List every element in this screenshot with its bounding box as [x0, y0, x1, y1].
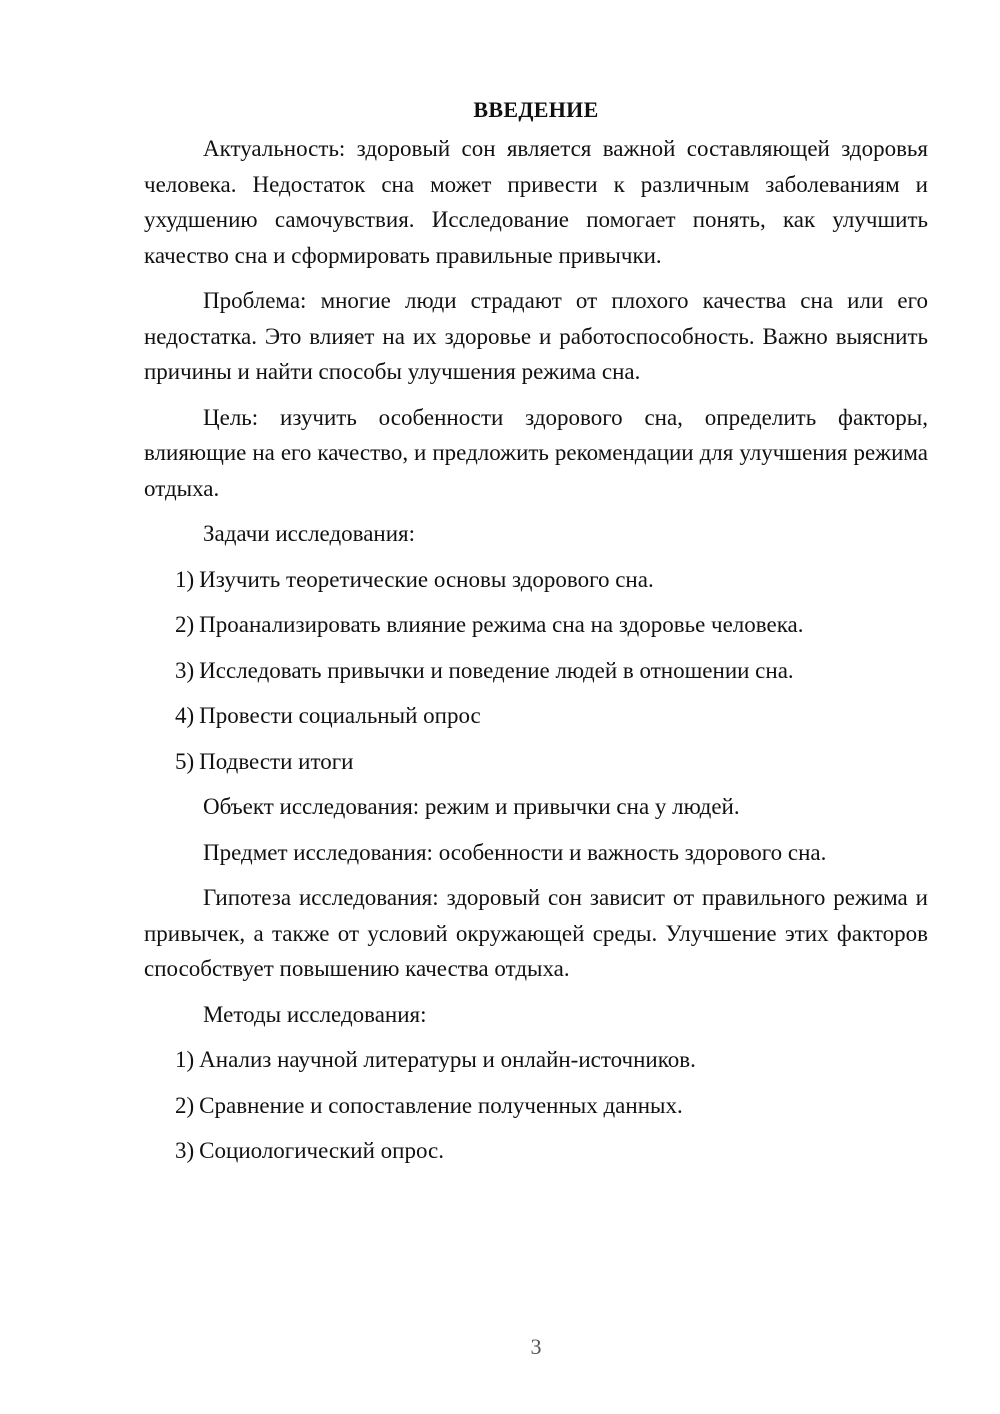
list-item-number: 5) [175, 748, 195, 774]
list-item [144, 607, 928, 643]
list-item [144, 653, 928, 689]
paragraph-goal: Цель: изучить особенности здорового сна, определить факторы, влияющие на его качество, и предложить рекомендации для улучшения режима отдыха. [144, 404, 928, 501]
list-item [144, 562, 928, 598]
paragraph-relevance: Актуальность: здоровый сон является важной составляющей здоровья человека. Недостаток сна может привести к различным заболеваниям и ухудшению самочувствия. Исследование помогает понять, как улучшить качество сна и сформировать правильные привычки. [144, 136, 928, 268]
paragraph-object: Объект исследования: режим и привычки сна у людей. [203, 794, 740, 819]
section-title: ВВЕДЕНИЕ [473, 97, 599, 122]
list-item-text: Социологический опрос. [199, 1138, 444, 1163]
list-item [144, 1088, 928, 1124]
list-item-number: 3) [175, 657, 195, 683]
list-item-number: 3) [175, 1138, 195, 1163]
list-item-text: Сравнение и сопоставление полученных данных. [199, 1092, 683, 1118]
page-number: 3 [530, 1334, 542, 1359]
list-item-text: Изучить теоретические основы здорового сна. [199, 566, 654, 592]
list-item-text: Проанализировать влияние режима сна на здоровье человека. [199, 612, 804, 637]
paragraph-hypothesis: Гипотеза исследования: здоровый сон зависит от правильного режима и привычек, а также от условий окружающей среды. Улучшение этих факторов способствует повышению качества отдыха. [144, 885, 928, 981]
list-item-text: Подвести итоги [199, 748, 354, 774]
list-item-number: 1) [175, 566, 195, 592]
methods-heading: Методы исследования: [203, 1001, 427, 1027]
list-item-text: Провести социальный опрос [199, 703, 481, 728]
list-item-number: 2) [175, 612, 195, 637]
list-item-number: 1) [175, 1047, 195, 1072]
list-item-text: Анализ научной литературы и онлайн-источников. [199, 1047, 696, 1072]
list-item-number: 2) [175, 1092, 195, 1118]
paragraph-problem: Проблема: многие люди страдают от плохого качества сна или его недостатка. Это влияет на их здоровье и работоспособность. Важно выяснить причины и найти способы улучшения режима сна. [144, 288, 928, 384]
tasks-list [144, 562, 928, 780]
list-item [144, 698, 928, 734]
page-content [144, 92, 928, 1179]
methods-list [144, 1042, 928, 1169]
list-item [144, 1042, 928, 1078]
list-item-text: Исследовать привычки и поведение людей в отношении сна. [199, 657, 794, 683]
list-item [144, 744, 928, 780]
list-item [144, 1133, 928, 1169]
tasks-heading: Задачи исследования: [203, 521, 416, 546]
paragraph-subject: Предмет исследования: особенности и важность здорового сна. [203, 839, 827, 865]
list-item-number: 4) [175, 703, 195, 728]
